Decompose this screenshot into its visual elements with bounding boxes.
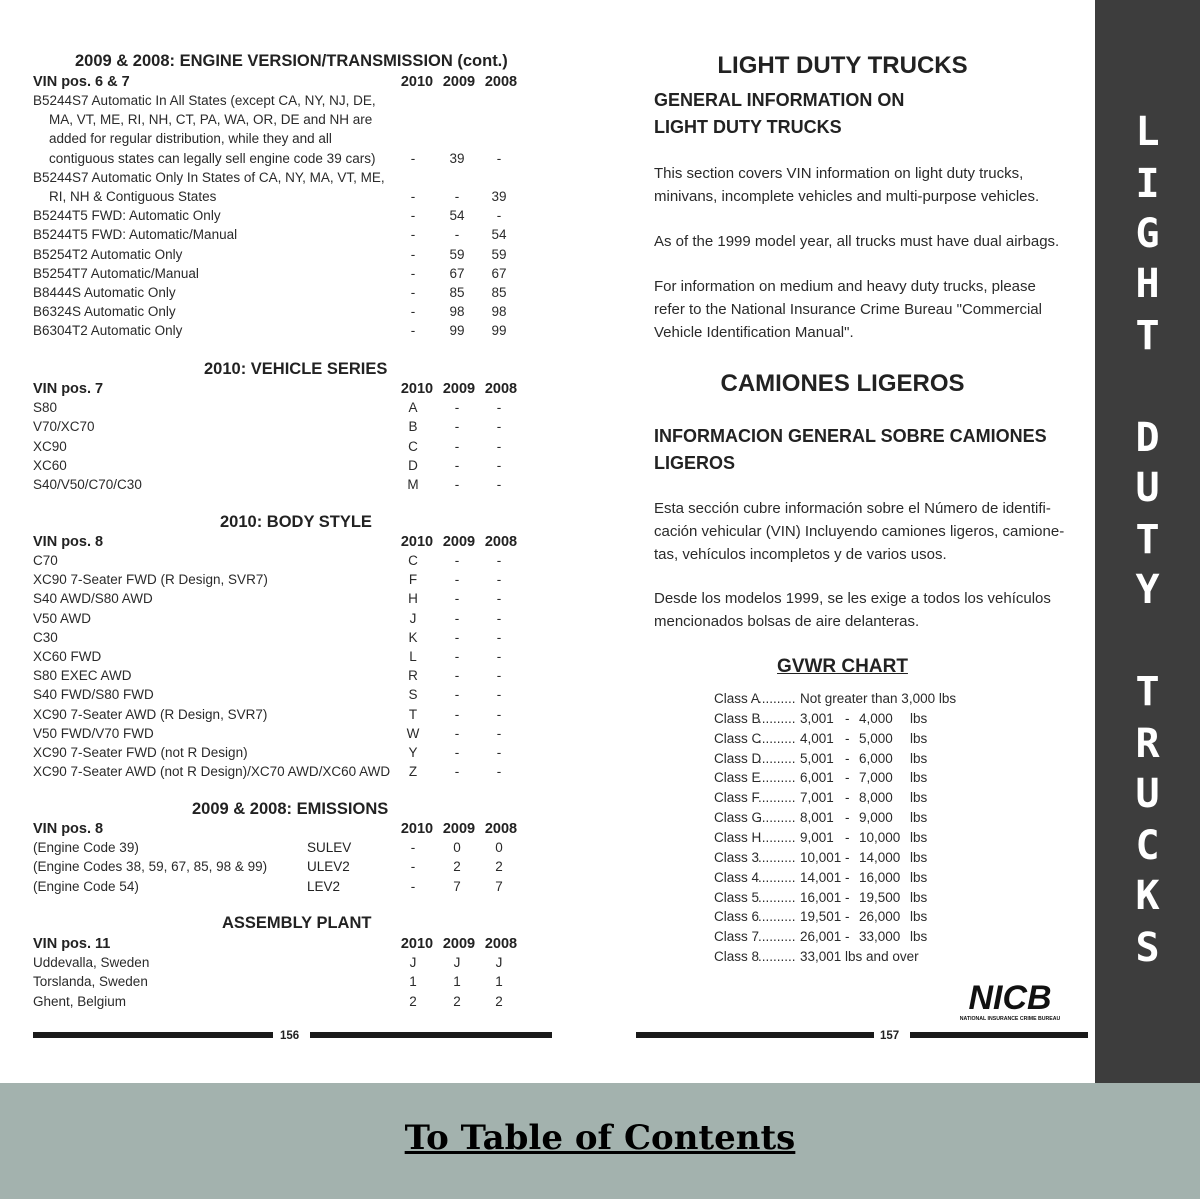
emissions-section-title: 2009 & 2008: EMISSIONS xyxy=(192,800,389,818)
table-cell: Z xyxy=(408,764,418,780)
sidebar-letter: U xyxy=(1135,465,1160,511)
emission-code: LEV2 xyxy=(307,878,341,894)
table-row-label: (Engine Code 39) xyxy=(33,840,139,855)
subtitle-line: LIGHT DUTY TRUCKS xyxy=(654,117,842,137)
gvwr-range-from: 3,001 xyxy=(800,710,834,726)
gvwr-range-dash: - xyxy=(845,770,850,786)
table-cell: J xyxy=(409,955,417,970)
sidebar-letter: L xyxy=(1135,109,1160,155)
gvwr-class-name: Class B xyxy=(714,710,761,726)
sidebar-letter: R xyxy=(1135,721,1160,767)
sidebar-letter: Y xyxy=(1135,567,1160,613)
table-cell: - xyxy=(410,323,416,339)
series-vin-label: VIN pos. 7 xyxy=(33,381,104,397)
subtitle-es xyxy=(654,423,1047,477)
table-cell: 39 xyxy=(491,189,507,204)
table-cell: - xyxy=(496,400,502,415)
table-cell: - xyxy=(496,745,502,760)
year-2009: 2009 xyxy=(442,936,476,952)
page-title-es: CAMIONES LIGEROS xyxy=(720,370,965,397)
table-cell: C xyxy=(408,553,418,568)
table-cell: - xyxy=(410,840,416,855)
table-row-label: S40 AWD/S80 AWD xyxy=(33,591,153,607)
table-cell: C xyxy=(408,438,418,454)
table-row-label: V50 AWD xyxy=(33,610,92,626)
gvwr-class-name: Class E xyxy=(714,770,761,786)
series-year-header xyxy=(396,381,522,397)
gvwr-range-to: 33,000 xyxy=(859,929,901,945)
body-vin-label: VIN pos. 8 xyxy=(33,534,104,550)
gvwr-range-from: 14,001 xyxy=(800,869,842,885)
table-cell: - xyxy=(454,457,460,473)
table-cell: Y xyxy=(408,745,418,760)
gvwr-leader-dots: .......... xyxy=(758,770,796,786)
table-row-label: S40 FWD/S80 FWD xyxy=(33,687,154,703)
sidebar-letter: C xyxy=(1135,823,1160,869)
page-number-157: 157 xyxy=(880,1030,900,1042)
paragraph-airbags xyxy=(654,230,1059,253)
table-row-label: XC60 FWD xyxy=(33,649,102,664)
table-cell: - xyxy=(454,725,460,741)
gvwr-range-from: 5,001 xyxy=(800,750,834,766)
gvwr-range-from: Not greater than 3,000 lbs xyxy=(800,691,957,706)
table-cell: - xyxy=(454,687,460,703)
gvwr-range-from: 4,001 xyxy=(800,730,834,746)
year-2008: 2008 xyxy=(484,74,518,90)
table-cell: - xyxy=(496,438,502,454)
gvwr-leader-dots: .......... xyxy=(758,691,796,706)
gvwr-range-dash: - xyxy=(845,829,850,845)
emissions-vin-label: VIN pos. 8 xyxy=(33,821,104,837)
gvwr-class-name: Class 7 xyxy=(714,929,760,945)
gvwr-leader-dots: .......... xyxy=(758,750,796,766)
table-cell: - xyxy=(454,438,460,454)
gvwr-range-dash: - xyxy=(845,710,850,726)
table-row-label: (Engine Codes 38, 59, 67, 85, 98 & 99) xyxy=(33,859,268,875)
gvwr-range-from: 33,001 lbs and over xyxy=(800,949,919,965)
gvwr-class-name: Class C xyxy=(714,730,762,746)
page-title: LIGHT DUTY TRUCKS xyxy=(717,52,968,79)
table-cell: 39 xyxy=(449,150,465,166)
table-row-label: B8444S Automatic Only xyxy=(33,285,176,300)
year-2008: 2008 xyxy=(484,821,518,837)
engine-section-title: 2009 & 2008: ENGINE VERSION/TRANSMISSION (cont.) xyxy=(75,52,508,70)
table-row-label: B5244T5 FWD: Automatic/Manual xyxy=(33,227,238,243)
gvwr-leader-dots: .......... xyxy=(758,929,796,945)
gvwr-range-to: 6,000 xyxy=(859,750,893,766)
table-cell: 67 xyxy=(491,265,507,281)
table-cell: - xyxy=(410,150,416,166)
table-cell: B xyxy=(408,419,418,435)
table-cell: D xyxy=(408,457,418,473)
gvwr-unit: lbs xyxy=(910,829,928,845)
gvwr-unit: lbs xyxy=(910,770,928,786)
engine-year-header xyxy=(396,74,522,90)
table-cell: 2 xyxy=(495,993,503,1009)
table-cell: - xyxy=(454,764,460,780)
table-cell: - xyxy=(496,150,502,166)
table-cell: - xyxy=(496,649,502,664)
plant-section-title: ASSEMBLY PLANT xyxy=(222,914,372,932)
gvwr-range-dash: - xyxy=(845,929,850,945)
gvwr-range-to: 9,000 xyxy=(859,810,893,826)
subtitle-line: GENERAL INFORMATION ON xyxy=(654,90,905,110)
table-row-label: S80 EXEC AWD xyxy=(33,668,132,684)
table-cell: - xyxy=(410,208,416,224)
paragraph-line: Esta sección cubre información sobre el Número de identifi- xyxy=(654,500,1051,517)
table-cell: - xyxy=(496,706,502,722)
gvwr-leader-dots: .......... xyxy=(758,909,796,925)
table-row-label: B5244S7 Automatic Only In States of CA, NY, MA, VT, ME, xyxy=(33,169,385,185)
table-row-label: XC90 xyxy=(33,438,67,454)
table-cell: 2 xyxy=(409,993,417,1009)
gvwr-range-from: 19,501 xyxy=(800,909,842,925)
table-cell: 59 xyxy=(449,246,465,262)
paragraph-line: Desde los modelos 1999, se les exige a todos los vehículos xyxy=(654,590,1051,607)
table-cell: - xyxy=(496,553,502,568)
gvwr-range-dash: - xyxy=(845,909,850,925)
table-cell: - xyxy=(454,649,460,664)
table-cell: 1 xyxy=(495,974,503,990)
table-cell: - xyxy=(410,246,416,262)
gvwr-unit: lbs xyxy=(910,810,928,826)
paragraph-line: mencionados bolsas de aire delanteras. xyxy=(654,613,920,630)
paragraph-line: As of the 1999 model year, all trucks must have dual airbags. xyxy=(654,233,1060,250)
gvwr-range-to: 26,000 xyxy=(859,909,901,925)
year-2008: 2008 xyxy=(484,936,518,952)
gvwr-unit: lbs xyxy=(910,730,928,746)
body-section-title: 2010: BODY STYLE xyxy=(220,513,372,531)
gvwr-leader-dots: .......... xyxy=(758,790,796,806)
table-of-contents-link[interactable]: To Table of Contents xyxy=(404,1118,796,1158)
year-2010: 2010 xyxy=(400,936,434,952)
gvwr-unit: lbs xyxy=(910,869,928,885)
table-cell: 0 xyxy=(495,840,503,855)
table-cell: - xyxy=(496,477,502,493)
table-row-label: B5254T7 Automatic/Manual xyxy=(33,265,199,281)
year-2009: 2009 xyxy=(442,534,476,550)
paragraph-es-intro xyxy=(654,497,1064,566)
table-cell: 59 xyxy=(491,246,507,262)
table-cell: - xyxy=(410,227,416,243)
paragraph-line: cación vehicular (VIN) Incluyendo camiones ligeros, camione- xyxy=(654,523,1065,540)
gvwr-range-from: 7,001 xyxy=(800,790,834,806)
gvwr-leader-dots: .......... xyxy=(758,889,796,905)
table-cell: 1 xyxy=(409,974,417,990)
table-row-label: XC90 7-Seater AWD (R Design, SVR7) xyxy=(33,706,268,722)
paragraph-line: tas, vehículos incompletos y de varios usos. xyxy=(654,546,947,563)
gvwr-leader-dots: .......... xyxy=(758,869,796,885)
footer-rule-left xyxy=(33,1032,273,1038)
gvwr-range-to: 14,000 xyxy=(859,849,901,865)
logo-tagline: NATIONAL INSURANCE CRIME BUREAU xyxy=(959,1016,1061,1022)
subtitle-line: LIGEROS xyxy=(654,453,736,473)
paragraph-es-airbags xyxy=(654,587,1051,633)
table-cell: - xyxy=(496,208,502,224)
table-row-label: V70/XC70 xyxy=(33,419,95,435)
table-cell: - xyxy=(496,764,502,780)
table-cell: S xyxy=(408,687,418,703)
table-cell: - xyxy=(410,304,416,320)
gvwr-class-name: Class 5 xyxy=(714,889,760,905)
year-2010: 2010 xyxy=(400,821,434,837)
table-cell: 7 xyxy=(495,878,503,894)
table-cell: - xyxy=(454,553,460,568)
gvwr-class-name: Class F xyxy=(714,790,760,806)
sidebar-letter: I xyxy=(1135,161,1160,207)
table-cell: M xyxy=(407,477,419,493)
table-cell: - xyxy=(454,745,460,760)
table-cell: - xyxy=(454,477,460,493)
sidebar-letter: H xyxy=(1135,261,1160,307)
page-number-156: 156 xyxy=(280,1030,300,1042)
table-cell: - xyxy=(454,419,460,435)
table-cell: 99 xyxy=(449,323,465,339)
table-row-label: S40/V50/C70/C30 xyxy=(33,477,142,493)
table-cell: 98 xyxy=(491,304,507,320)
table-cell: 67 xyxy=(449,265,465,281)
table-cell: 54 xyxy=(491,227,507,243)
table-row-label: MA, VT, ME, RI, NH, CT, PA, WA, OR, DE and NH are xyxy=(49,112,373,128)
year-2010: 2010 xyxy=(400,381,434,397)
table-cell: F xyxy=(408,572,418,588)
gvwr-unit: lbs xyxy=(910,889,928,905)
table-row-label: C30 xyxy=(33,629,58,645)
gvwr-class-name: Class G xyxy=(714,810,763,826)
gvwr-range-to: 8,000 xyxy=(859,790,893,806)
gvwr-range-to: 19,500 xyxy=(859,889,901,905)
gvwr-range-to: 10,000 xyxy=(859,829,901,845)
table-cell: - xyxy=(496,668,502,684)
table-cell: - xyxy=(410,878,416,894)
table-cell: - xyxy=(496,419,502,435)
footer-rule-right xyxy=(310,1032,552,1038)
table-cell: W xyxy=(406,725,420,741)
table-row-label: B6324S Automatic Only xyxy=(33,304,176,320)
table-row-label: XC90 7-Seater AWD (not R Design)/XC70 AWD/XC60 AWD xyxy=(33,764,391,780)
table-cell: - xyxy=(496,572,502,588)
table-cell: 7 xyxy=(453,878,461,894)
table-row-label: XC90 7-Seater FWD (R Design, SVR7) xyxy=(33,572,268,588)
table-cell: 99 xyxy=(491,323,507,339)
table-cell: T xyxy=(408,706,418,722)
paragraph-line: For information on medium and heavy duty trucks, please xyxy=(654,278,1036,295)
paragraph-line: refer to the National Insurance Crime Bureau "Commercial xyxy=(654,301,1042,318)
left-page xyxy=(0,0,590,1083)
table-cell: A xyxy=(408,400,418,415)
gvwr-unit: lbs xyxy=(910,790,928,806)
table-row-label: (Engine Code 54) xyxy=(33,878,139,894)
table-cell: - xyxy=(410,189,416,204)
table-cell: 98 xyxy=(449,304,465,320)
gvwr-leader-dots: .......... xyxy=(758,710,796,726)
year-2010: 2010 xyxy=(400,534,434,550)
table-row-label: S80 xyxy=(33,400,58,415)
gvwr-leader-dots: .......... xyxy=(758,730,796,746)
gvwr-class-name: Class 4 xyxy=(714,869,760,885)
subtitle xyxy=(654,87,904,141)
gvwr-leader-dots: .......... xyxy=(758,829,796,845)
gvwr-leader-dots: .......... xyxy=(758,810,796,826)
table-row-label: RI, NH & Contiguous States xyxy=(49,189,217,204)
gvwr-class-name: Class H xyxy=(714,829,762,845)
table-cell: H xyxy=(408,591,418,607)
table-cell: 2 xyxy=(453,993,461,1009)
table-cell: 2 xyxy=(495,859,503,875)
table-cell: - xyxy=(454,706,460,722)
gvwr-class-name: Class A xyxy=(714,691,760,706)
year-2009: 2009 xyxy=(442,821,476,837)
table-cell: - xyxy=(454,668,460,684)
table-row-label: added for regular distribution, while they and all xyxy=(49,131,332,147)
table-cell: - xyxy=(410,265,416,281)
paragraph-medium-heavy xyxy=(654,275,1042,344)
table-row-label: contiguous states can legally sell engine code 39 cars) xyxy=(49,150,376,166)
gvwr-range-from: 8,001 xyxy=(800,810,834,826)
table-cell: K xyxy=(408,629,418,645)
sidebar-letter: S xyxy=(1135,925,1160,971)
table-cell: - xyxy=(496,629,502,645)
table-row-label: B6304T2 Automatic Only xyxy=(33,323,183,339)
table-cell: - xyxy=(454,610,460,626)
sidebar-letter: G xyxy=(1135,211,1160,257)
emissions-year-header xyxy=(396,821,522,837)
footer-rule-left xyxy=(636,1032,874,1038)
gvwr-range-to: 4,000 xyxy=(859,710,893,726)
table-row-label: Torslanda, Sweden xyxy=(33,974,148,990)
gvwr-unit: lbs xyxy=(910,849,928,865)
table-row-label: XC60 xyxy=(33,457,67,473)
footer-rule-right xyxy=(910,1032,1088,1038)
gvwr-range-dash: - xyxy=(845,889,850,905)
sidebar-letter: T xyxy=(1135,313,1160,359)
sidebar-letter: D xyxy=(1135,415,1160,461)
sidebar-letter: T xyxy=(1135,669,1160,715)
engine-vin-label: VIN pos. 6 & 7 xyxy=(33,74,130,90)
year-2008: 2008 xyxy=(484,381,518,397)
gvwr-range-from: 6,001 xyxy=(800,770,834,786)
gvwr-leader-dots: .......... xyxy=(758,949,796,965)
table-row-label: B5244T5 FWD: Automatic Only xyxy=(33,208,221,224)
right-page xyxy=(590,0,1095,1083)
emission-code: ULEV2 xyxy=(307,859,350,875)
table-cell: J xyxy=(453,955,461,970)
table-cell: J xyxy=(495,955,503,970)
gvwr-leader-dots: .......... xyxy=(758,849,796,865)
gvwr-range-from: 16,001 xyxy=(800,889,842,905)
gvwr-range-dash: - xyxy=(845,730,850,746)
gvwr-class-name: Class D xyxy=(714,750,762,766)
gvwr-range-dash: - xyxy=(845,790,850,806)
section-sidebar xyxy=(1095,0,1200,1083)
table-cell: - xyxy=(496,591,502,607)
table-cell: - xyxy=(454,400,460,415)
table-row-label: C70 xyxy=(33,553,58,568)
table-cell: 2 xyxy=(453,859,461,875)
table-row-label: B5244S7 Automatic In All States (except CA, NY, NJ, DE, xyxy=(33,93,376,108)
paragraph-line: minivans, incomplete vehicles and multi-purpose vehicles. xyxy=(654,188,1040,205)
table-row-label: B5254T2 Automatic Only xyxy=(33,246,183,262)
table-cell: - xyxy=(410,859,416,875)
gvwr-unit: lbs xyxy=(910,710,928,726)
year-2010: 2010 xyxy=(400,74,434,90)
logo-text: NICB xyxy=(968,979,1052,1017)
table-cell: - xyxy=(496,610,502,626)
gvwr-range-from: 26,001 xyxy=(800,929,842,945)
gvwr-range-to: 5,000 xyxy=(859,730,893,746)
table-cell: 54 xyxy=(449,208,465,224)
emission-code: SULEV xyxy=(307,840,352,855)
paragraph-intro xyxy=(654,162,1039,208)
table-cell: - xyxy=(454,629,460,645)
nicb-logo xyxy=(952,979,1068,1023)
table-cell: - xyxy=(454,572,460,588)
plant-year-header xyxy=(396,936,522,952)
gvwr-class-name: Class 8 xyxy=(714,949,760,965)
body-year-header xyxy=(396,534,522,550)
table-cell: - xyxy=(454,189,460,204)
gvwr-range-dash: - xyxy=(845,750,850,766)
gvwr-range-from: 9,001 xyxy=(800,829,834,845)
table-cell: - xyxy=(496,687,502,703)
table-cell: - xyxy=(496,725,502,741)
gvwr-range-dash: - xyxy=(845,869,850,885)
table-cell: - xyxy=(454,227,460,243)
gvwr-range-to: 16,000 xyxy=(859,869,901,885)
subtitle-line: INFORMACION GENERAL SOBRE CAMIONES xyxy=(654,426,1047,446)
table-cell: - xyxy=(410,285,416,300)
table-row-label: Ghent, Belgium xyxy=(33,993,127,1009)
paragraph-line: Vehicle Identification Manual". xyxy=(654,324,854,341)
table-cell: 0 xyxy=(453,840,461,855)
gvwr-range-from: 10,001 xyxy=(800,849,842,865)
paragraph-line: This section covers VIN information on light duty trucks, xyxy=(654,165,1024,182)
year-2009: 2009 xyxy=(442,381,476,397)
table-row-label: Uddevalla, Sweden xyxy=(33,955,150,970)
sidebar-letter: K xyxy=(1135,873,1160,919)
year-2008: 2008 xyxy=(484,534,518,550)
gvwr-chart-title: GVWR CHART xyxy=(777,656,908,677)
plant-vin-label: VIN pos. 11 xyxy=(33,936,111,952)
table-row-label: XC90 7-Seater FWD (not R Design) xyxy=(33,745,248,760)
table-cell: J xyxy=(409,610,417,626)
sidebar-letter: T xyxy=(1135,517,1160,563)
table-row-label: V50 FWD/V70 FWD xyxy=(33,725,154,741)
table-cell: 85 xyxy=(491,285,507,300)
year-2009: 2009 xyxy=(442,74,476,90)
table-cell: - xyxy=(496,457,502,473)
gvwr-range-dash: - xyxy=(845,849,850,865)
gvwr-unit: lbs xyxy=(910,909,928,925)
table-cell: - xyxy=(454,591,460,607)
gvwr-unit: lbs xyxy=(910,750,928,766)
gvwr-class-name: Class 6 xyxy=(714,909,760,925)
table-cell: 1 xyxy=(453,974,461,990)
gvwr-unit: lbs xyxy=(910,929,928,945)
table-cell: R xyxy=(408,668,418,684)
sidebar-letter: U xyxy=(1135,771,1160,817)
table-cell: L xyxy=(409,649,417,664)
gvwr-range-to: 7,000 xyxy=(859,770,893,786)
gvwr-range-dash: - xyxy=(845,810,850,826)
table-cell: 85 xyxy=(449,285,465,300)
series-section-title: 2010: VEHICLE SERIES xyxy=(204,360,388,378)
gvwr-class-name: Class 3 xyxy=(714,849,760,865)
